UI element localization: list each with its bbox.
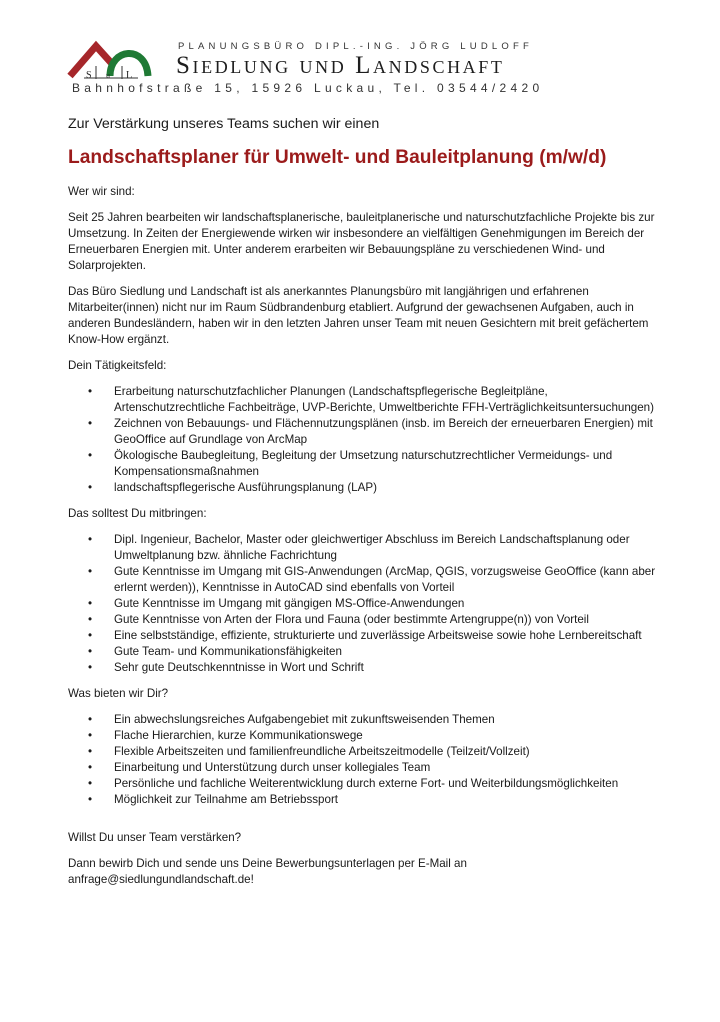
offer-list	[68, 712, 658, 808]
offer-heading: Was bieten wir Dir?	[68, 687, 169, 700]
list-item: • Flexible Arbeitszeiten und familienfreundliche Arbeitszeitmodelle (Teilzeit/Vollzeit)	[114, 744, 658, 760]
tasks-heading: Dein Tätigkeitsfeld:	[68, 359, 167, 372]
tasks-list	[68, 384, 658, 496]
list-item: • Erarbeitung naturschutzfachlicher Planungen (Landschaftspflegerische Begleitpläne, Artenschutzrechtliche Fachbeiträge, UVP-Berichte, Umweltberichte FFH-Verträglichkeitsuntersuchungen)	[114, 384, 658, 416]
list-item: • Dipl. Ingenieur, Bachelor, Master oder gleichwertiger Abschluss im Bereich Landschaftsplanung oder Umweltplanung bzw. ähnliche Fachrichtung	[114, 532, 658, 564]
logo-letter-u: u	[106, 71, 110, 80]
contact-email: anfrage@siedlungundlandschaft.de!	[68, 873, 254, 886]
list-item: • Gute Kenntnisse im Umgang mit GIS-Anwendungen (ArcMap, QGIS, vorzugsweise GeoOffice (kann aber erlernt werden)), Kenntnisse in AutoCAD sind ebenfalls von Vorteil	[114, 564, 658, 596]
list-item: • Persönliche und fachliche Weiterentwicklung durch externe Fort- und Weiterbildungsmöglichkeiten	[114, 776, 658, 792]
job-title: Landschaftsplaner für Umwelt- und Bauleitplanung (m/w/d)	[68, 147, 607, 168]
list-item: • Gute Kenntnisse im Umgang mit gängigen MS-Office-Anwendungen	[114, 596, 658, 612]
list-item: • Ein abwechslungsreiches Aufgabengebiet mit zukunftsweisenden Themen	[114, 712, 658, 728]
list-item: • Sehr gute Deutschkenntnisse in Wort und Schrift	[114, 660, 658, 676]
list-item: • Möglichkeit zur Teilnahme am Betriebssport	[114, 792, 658, 808]
about-heading: Wer wir sind:	[68, 185, 135, 198]
about-paragraph: Seit 25 Jahren bearbeiten wir landschaftsplanerische, bauleitplanerische und naturschutzfachliche Projekte bis zur Umsetzung. In Zeiten der Energiewende wirken wir insbesondere an vielfältigen Genehmigungen im Bereich der Erneuerbaren Energien mit. Unter anderem erarbeiten wir Bebauungspläne zu verschiedenen Wind- und Solarprojekten.	[68, 211, 655, 272]
list-item: • landschaftspflegerische Ausführungsplanung (LAP)	[114, 480, 658, 496]
closing-question: Willst Du unser Team verstärken?	[68, 831, 242, 844]
job-posting	[68, 114, 658, 888]
list-item: • Einarbeitung und Unterstützung durch unser kollegiales Team	[114, 760, 658, 776]
list-item: • Flache Hierarchien, kurze Kommunikationswege	[114, 728, 658, 744]
logo-letter-l: L	[126, 70, 133, 81]
logo-letter-s: S	[86, 70, 92, 81]
about-paragraph: Das Büro Siedlung und Landschaft ist als anerkanntes Planungsbüro mit langjährigen und erfahrenen Mitarbeiter(innen) nicht nur im Raum Südbrandenburg etabliert. Aufgrund der gewachsenen Aufgaben, auch in anderen Bundesländern, haben wir in den letzten Jahren unser Team mit neuen Gesichtern mit breit gefächertem Know-How ergänzt.	[68, 285, 649, 346]
list-item: • Zeichnen von Bebauungs- und Flächennutzungsplänen (insb. im Bereich der erneuerbaren Energien) mit GeoOffice auf Grundlage von ArcMap	[114, 416, 658, 448]
firm-name: Siedlung und Landschaft	[176, 52, 505, 79]
intro-line: Zur Verstärkung unseres Teams suchen wir einen	[68, 116, 380, 132]
company-logo	[66, 38, 156, 82]
list-item: • Ökologische Baubegleitung, Begleitung der Umsetzung naturschutzrechtlicher Vermeidungs- und Kompensationsmaßnahmen	[114, 448, 658, 480]
firm-address: Bahnhofstraße 15, 15926 Luckau, Tel. 03544/2420	[72, 81, 544, 95]
list-item: • Gute Kenntnisse von Arten der Flora und Fauna (oder bestimmte Artengruppe(n)) von Vorteil	[114, 612, 658, 628]
firm-owner-line: PLANUNGSBÜRO DIPL.-ING. JÖRG LUDLOFF	[178, 41, 533, 52]
list-item: • Eine selbstständige, effiziente, strukturierte und zuverlässige Arbeitsweise sowie hohe Lernbereitschaft	[114, 628, 658, 644]
requirements-heading: Das solltest Du mitbringen:	[68, 507, 207, 520]
requirements-list	[68, 532, 658, 676]
letterhead	[0, 0, 720, 100]
list-item: • Gute Team- und Kommunikationsfähigkeiten	[114, 644, 658, 660]
apply-instruction: Dann bewirb Dich und sende uns Deine Bewerbungsunterlagen per E-Mail an	[68, 857, 467, 870]
